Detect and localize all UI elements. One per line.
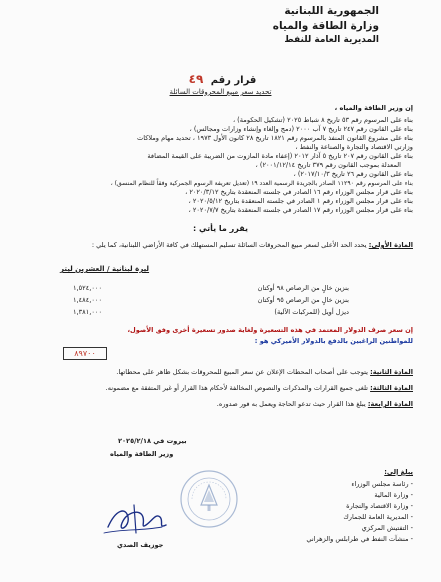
distribution-item: - وزارة الاقتصاد والتجارة [346,502,413,510]
date-line: بيروت في ٢٠٢٥/٢/١٨ [118,437,187,445]
recital: بناء على القانون رقم ٢٦ تاريخ ٢٠١٧/١٠/٣) ، [293,170,413,178]
decision-title: قرار رقم ٤٩ [188,72,257,86]
article-2 [116,368,413,377]
price-unit-header: ليرة لبنانية / العشرين ليتر [60,265,150,273]
price-value: ١,٣٨١,٠٠٠ [73,308,102,316]
price-product: ديزل أويل (للمركبات الآلية) [274,308,349,316]
decides-heading: يقرر ما يأتي : [193,224,248,233]
minister-line: إن وزير الطاقة والمياه ، [334,104,413,112]
recital: المعدلة بموجب القانون رقم ٣٧٩ تاريخ ٢٠٠١/١٢/١٤) ، [255,161,401,169]
minister-title: وزير الطاقة والمياه [110,450,174,458]
republic-heading: الجمهورية اللبنانية [284,5,379,17]
distribution-item: - منشآت النفط في طرابلس والزهراني [306,535,413,543]
ministry-heading: وزارة الطاقة والمياه [272,20,379,32]
article-4 [217,400,413,409]
ministry-seal-stamp [178,468,240,530]
minister-name: جوزيف الصدي [117,541,164,549]
price-value: ١,٤٨٤,٠٠٠ [73,296,102,304]
distribution-item: - المديرية العامة للجمارك [343,513,413,521]
recital: بناء على مشروع القانون المنفذ بالمرسوم رقم ١٨٢١ تاريخ ٢٨ كانون الأول ١٩٧٣ ، تحديد مهام وملاكات [136,134,413,142]
directorate-heading: المديرية العامة للنفط [284,35,379,45]
decision-number: ٤٩ [188,72,204,86]
distribution-item: - رئاسة مجلس الوزراء [351,480,413,488]
price-product: بنزين خالٍ من الرصاص ٩٨ أوكتان [257,284,349,292]
article-1-label: المادة الأولى: [368,241,413,249]
dollar-note-2: للمواطنين الراغبين بالدفع بالدولار الأميركي هو : [254,337,413,345]
distribution-item: - وزارة المالية [374,491,413,499]
article-2-label: المادة الثانية: [370,368,413,376]
article-3-label: المادة الثالثة: [370,384,413,392]
handwritten-signature [100,503,172,537]
article-3-text: تلغى جميع القرارات والمذكرات والنصوص المخالفة لأحكام هذا القرار أو غير المتفقة مع مضمونه. [105,384,368,392]
recital: بناء على قرار مجلس الوزراء رقم ١٧ الصادر في جلسته المنعقدة بتاريخ ٢٠٢٠/٧/٧ ، [188,206,413,214]
recital: بناء على القانون رقم ٢٠٧ تاريخ ٥ آذار ٢٠١٢ (إعفاء مادة المازوت من الضريبة على القيمة المضافة [147,152,413,160]
dollar-rate-box: ٨٩٧٠٠ [63,347,107,360]
article-1 [92,241,413,250]
decision-subtitle: تحديد سعر مبيع المحروقات السائلة [169,88,272,96]
recital: وزارتي الاقتصاد والتجارة والصناعة والنفط ، [295,143,413,151]
recital: بناء على قرار مجلس الوزراء رقم ١ الصادر في جلسته المنعقدة بتاريخ ٢٠٢٠/٥/١٢ ، [188,197,413,205]
article-3 [106,384,413,393]
price-product: بنزين خالٍ من الرصاص ٩٥ أوكتان [257,296,349,304]
recital: بناء على قرار مجلس الوزراء رقم ١٦ الصادر في جلسته المنعقدة بتاريخ ٢٠٢٠/٣/١٢ ، [185,188,413,196]
price-value: ١,٥٢٤,٠٠٠ [73,284,102,292]
recital: بناء على المرسوم رقم ١١٢٩٠ الصادر بالجريدة الرسمية العدد ١٩ (تعديل تعريفة الرسوم الجمركية وفقاً للنظام المنسق) ، [110,180,413,187]
recital: بناء على القانون رقم ٢٤٧ تاريخ ٧ آب ٢٠٠٠ (دمج وإلغاء وإنشاء وزارات ومجالس) ، [189,125,413,133]
dollar-note-1: إن سعر صرف الدولار المعتمد في هذه التسعيرة ولغاية صدور تسعيرة أخرى وفق الأصول، [127,326,413,334]
article-2-text: يتوجب على أصحاب المحطات الإعلان عن سعر المبيع للمحروقات بشكل ظاهر على محطاتها. [116,368,368,376]
article-4-label: المادة الرابعة: [367,400,413,408]
distribution-item: - التفتيش المركزي [361,524,413,532]
distribution-title: يبلغ إلى: [384,468,413,476]
article-4-text: يبلغ هذا القرار حيث تدعو الحاجة ويعمل به فور صدوره. [216,400,366,408]
recital: بناء على المرسوم رقم ٥٣ تاريخ ٨ شباط ٢٠٢٥ (تشكيل الحكومة) ، [232,116,413,124]
article-1-text: يحدد الحد الأعلى لسعر مبيع المحروقات السائلة تسليم المستهلك في كافة الأراضي اللبنانية، كما يلي : [91,241,367,249]
